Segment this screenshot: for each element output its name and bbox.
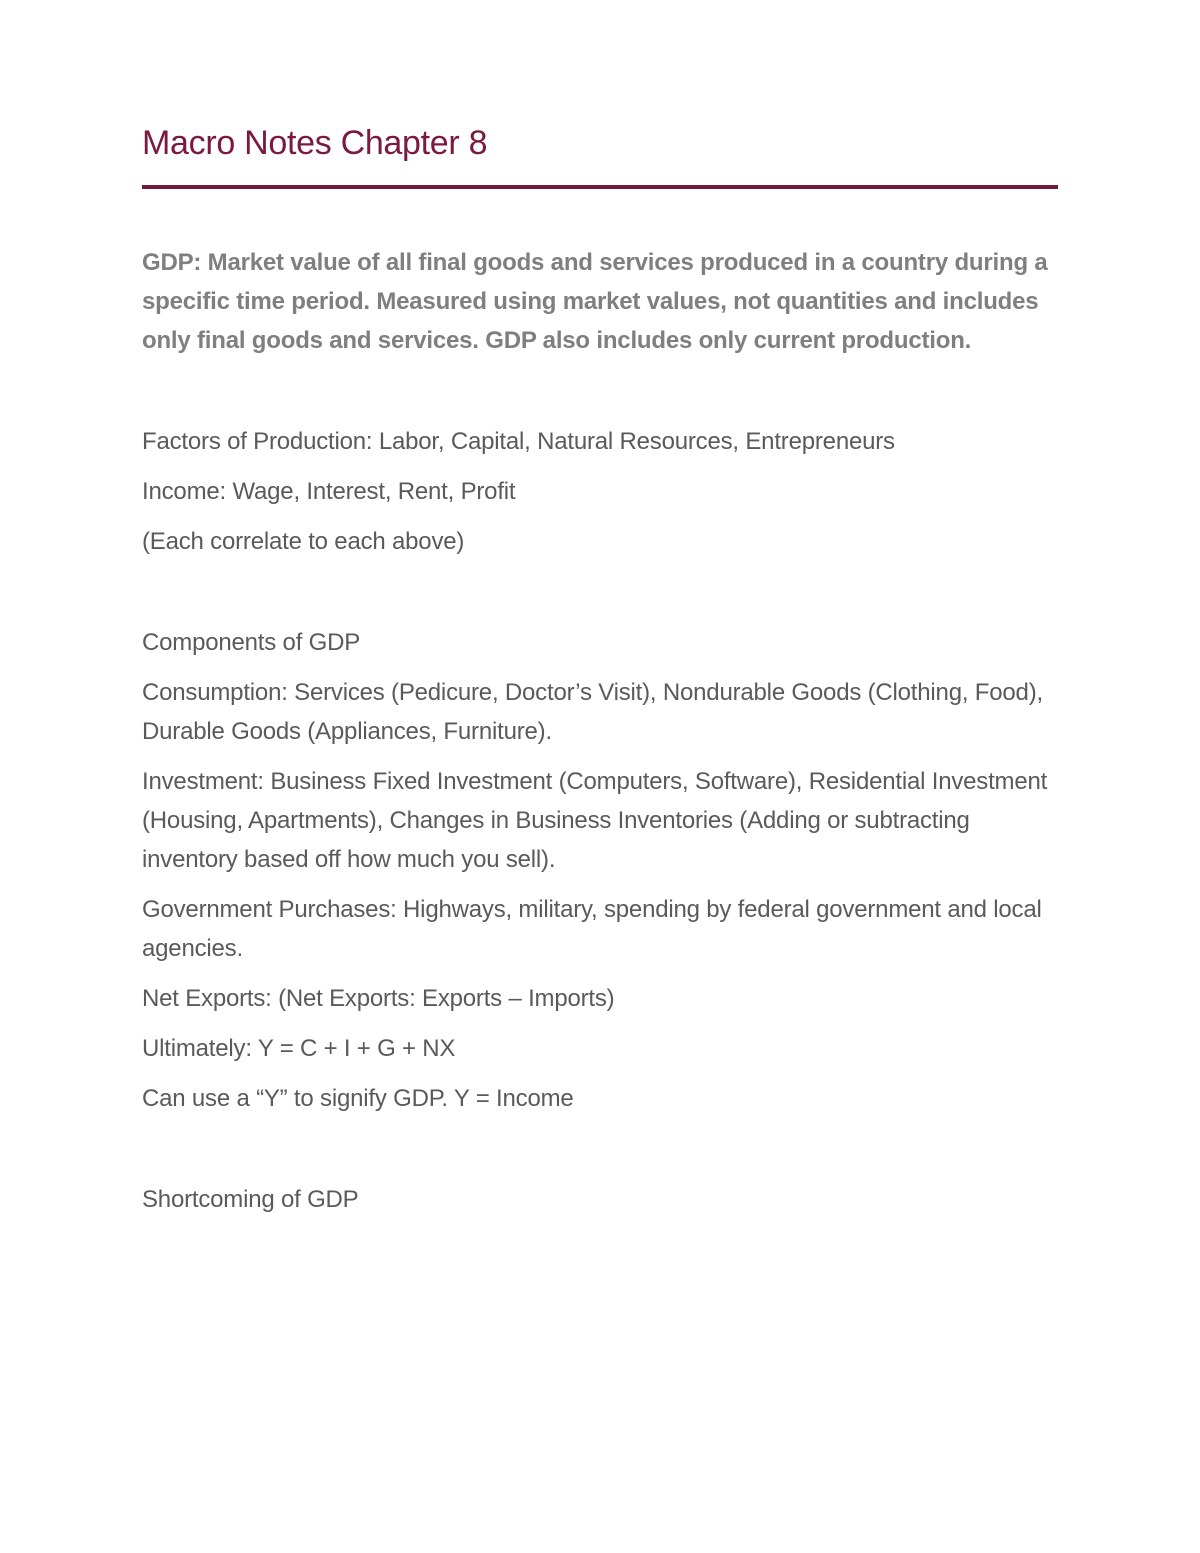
document-content [142,118,1058,1219]
government-purchases-paragraph: Government Purchases: Highways, military, spending by federal government and local agencies. [142,896,1042,962]
net-exports-line: Net Exports: (Net Exports: Exports – Imports) [142,985,615,1012]
title-divider [142,185,1058,189]
income-line: Income: Wage, Interest, Rent, Profit [142,478,516,505]
ultimately-equation-line: Ultimately: Y = C + I + G + NX [142,1035,456,1062]
consumption-paragraph: Consumption: Services (Pedicure, Doctor’s Visit), Nondurable Goods (Clothing, Food), Durable Goods (Appliances, Furniture). [142,679,1043,745]
gdp-definition-paragraph: GDP: Market value of all final goods and services produced in a country during a specific time period. Measured using market values, not quantities and includes only final goods and services. GDP also includes only current production. [142,249,1048,354]
page-title: Macro Notes Chapter 8 [142,124,488,162]
y-signify-line: Can use a “Y” to signify GDP. Y = Income [142,1085,574,1112]
shortcoming-heading: Shortcoming of GDP [142,1186,359,1213]
factors-of-production-line: Factors of Production: Labor, Capital, Natural Resources, Entrepreneurs [142,428,895,455]
correlate-note-line: (Each correlate to each above) [142,528,465,555]
investment-paragraph: Investment: Business Fixed Investment (Computers, Software), Residential Investment (Housing, Apartments), Changes in Business Inventories (Adding or subtracting inventory based off how much you sell). [142,768,1048,873]
components-heading: Components of GDP [142,629,361,656]
